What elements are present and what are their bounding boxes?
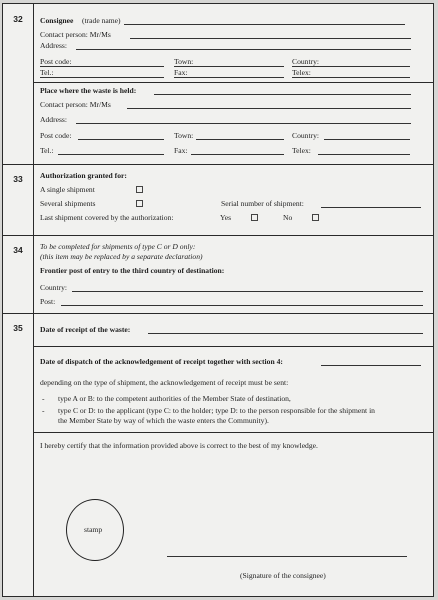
signature-line[interactable] — [167, 556, 407, 557]
replacement-note: (this item may be replaced by a separate declaration) — [40, 252, 203, 261]
country-label-3: Country: — [40, 283, 68, 292]
section-32 — [3, 4, 433, 165]
postcode-line[interactable] — [40, 66, 164, 67]
section-number: 35 — [3, 313, 34, 596]
yes-label: Yes — [220, 213, 232, 222]
waste-held-heading: Place where the waste is held: — [40, 86, 137, 95]
type-cd-note: To be completed for shipments of type C or D only: — [40, 242, 196, 251]
receipt-date-label: Date of receipt of the waste: — [40, 325, 131, 334]
type-ab-text: type A or B: to the competent authorities of the Member State of destination, — [58, 394, 291, 403]
contact-line-2[interactable] — [127, 108, 411, 109]
country-line[interactable] — [292, 66, 410, 67]
divider — [34, 432, 433, 433]
last-shipment-label: Last shipment covered by the authorization: — [40, 213, 174, 222]
tel-line[interactable] — [40, 77, 164, 78]
waste-shipment-form — [2, 3, 434, 597]
town-label-2: Town: — [174, 131, 194, 140]
section-35 — [3, 313, 433, 596]
consignee-note: (trade name) — [82, 16, 121, 25]
country-label: Country: — [292, 57, 320, 66]
single-shipment-label: A single shipment — [40, 185, 95, 194]
frontier-country-line[interactable] — [72, 291, 423, 292]
serial-number-label: Serial number of shipment: — [221, 199, 304, 208]
contact-line[interactable] — [130, 38, 411, 39]
stamp-circle — [66, 499, 124, 561]
telex-label: Telex: — [292, 68, 311, 77]
several-shipments-label: Several shipments — [40, 199, 96, 208]
postcode-label-2: Post code: — [40, 131, 72, 140]
divider — [34, 82, 433, 83]
postcode-line-2[interactable] — [78, 139, 164, 140]
receipt-date-line[interactable] — [148, 333, 423, 334]
waste-held-line[interactable] — [154, 94, 411, 95]
no-label: No — [283, 213, 293, 222]
address-label-2: Address: — [40, 115, 67, 124]
dispatch-date-label: Date of dispatch of the acknowledgement of receipt together with section 4: — [40, 357, 283, 366]
tel-label-2: Tel.: — [40, 146, 54, 155]
telex-line[interactable] — [292, 77, 410, 78]
address-line-2[interactable] — [76, 123, 411, 124]
tel-label: Tel.: — [40, 68, 54, 77]
section-number: 32 — [3, 4, 34, 164]
country-label-2: Country: — [292, 131, 320, 140]
consignee-heading: Consignee — [40, 16, 74, 25]
stamp-label: stamp — [84, 525, 103, 534]
authorization-heading: Authorization granted for: — [40, 171, 127, 180]
bullet-dash: - — [42, 394, 45, 403]
section-34 — [3, 235, 433, 314]
type-cd-text-1: type C or D: to the applicant (type C: to the holder; type D: to the person responsible for the shipment in — [58, 406, 375, 415]
section-number: 33 — [3, 164, 34, 235]
type-cd-text-2: the Member State by way of which the waste enters the Community). — [58, 416, 269, 425]
section-33 — [3, 164, 433, 236]
single-shipment-checkbox[interactable] — [136, 186, 143, 193]
fax-label-2: Fax: — [174, 146, 188, 155]
fax-line-2[interactable] — [191, 154, 284, 155]
town-label: Town: — [174, 57, 194, 66]
frontier-post-heading: Frontier post of entry to the third country of destination: — [40, 266, 225, 275]
address-label: Address: — [40, 41, 67, 50]
serial-number-line[interactable] — [321, 207, 421, 208]
contact-label-2: Contact person: Mr/Ms — [40, 100, 111, 109]
telex-line-2[interactable] — [318, 154, 410, 155]
bullet-dash: - — [42, 406, 45, 415]
no-checkbox[interactable] — [312, 214, 319, 221]
postcode-label: Post code: — [40, 57, 72, 66]
tel-line-2[interactable] — [58, 154, 164, 155]
signature-caption: (Signature of the consignee) — [240, 571, 326, 580]
several-shipments-checkbox[interactable] — [136, 200, 143, 207]
consignee-line[interactable] — [124, 24, 405, 25]
town-line[interactable] — [174, 66, 284, 67]
dispatch-date-line[interactable] — [321, 365, 421, 366]
depending-text: depending on the type of shipment, the acknowledgement of receipt must be sent: — [40, 378, 289, 387]
address-line[interactable] — [76, 49, 411, 50]
yes-checkbox[interactable] — [251, 214, 258, 221]
certification-text: I hereby certify that the information provided above is correct to the best of my knowledge. — [40, 441, 318, 450]
divider — [34, 346, 433, 347]
country-line-2[interactable] — [324, 139, 410, 140]
post-label: Post: — [40, 297, 56, 306]
telex-label-2: Telex: — [292, 146, 311, 155]
town-line-2[interactable] — [196, 139, 284, 140]
section-number: 34 — [3, 235, 34, 313]
contact-label: Contact person: Mr/Ms — [40, 30, 111, 39]
frontier-post-line[interactable] — [61, 305, 423, 306]
fax-line[interactable] — [174, 77, 284, 78]
fax-label: Fax: — [174, 68, 188, 77]
